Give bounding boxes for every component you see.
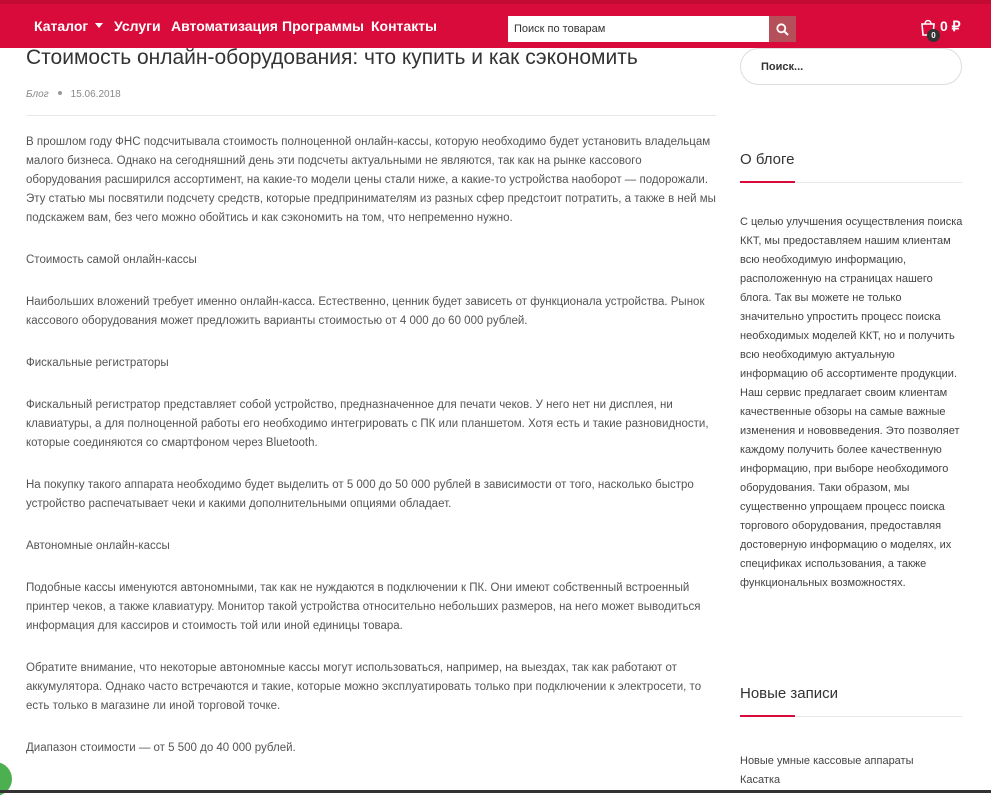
accent-bar	[740, 715, 795, 717]
post-paragraph: Наибольших вложений требует именно онлайн-касса. Естественно, ценник будет зависеть от функционала устройства. Рынок кассового оборудования может предложить варианты стоимостью от 4 000 до 60 000 рублей.	[26, 296, 705, 327]
nav-item-automation[interactable]	[171, 18, 278, 34]
post-paragraph: Обратите внимание, что некоторые автономные кассы могут использоваться, например, на выездах, так как работают от аккумулятора. Однако часто встречаются и такие, которые можно эксплуатировать только при подключении к электросети, то есть только в магазине ли иной торговой точке.	[26, 662, 702, 712]
post-paragraph: Подобные кассы именуются автономными, так как не нуждаются в подключении к ПК. Они имеют собственный встроенный принтер чеков, а также клавиатуру. Монитор такой устройства относительно небольших размеров, на него может выводиться информация для кассиров и стоимость той или иной единицы товара.	[26, 582, 701, 632]
post-subheading: Автономные онлайн-кассы	[26, 540, 170, 552]
product-search-input[interactable]	[508, 16, 769, 42]
post-paragraph: Диапазон стоимости — от 5 500 до 40 000 рублей.	[26, 742, 296, 754]
cart-total: 0 ₽	[940, 18, 961, 34]
cart-button[interactable]	[918, 18, 978, 42]
about-widget-divider	[740, 182, 962, 183]
nav-item-label: Каталог	[34, 18, 89, 34]
nav-item-label: Программы	[282, 18, 365, 34]
about-widget-title: О блоге	[740, 151, 795, 168]
post-date: 15.06.2018	[70, 89, 121, 100]
separator-dot	[58, 91, 62, 95]
top-navbar	[0, 0, 991, 48]
accent-bar	[740, 181, 795, 183]
nav-item-services[interactable]	[114, 18, 161, 34]
search-button[interactable]	[769, 16, 796, 42]
post-category-link[interactable]: Блог	[26, 89, 49, 100]
about-widget-text: С целью улучшения осуществления поиска ККТ, мы предоставляем нашим клиентам всю необходимую информацию, расположенную на страницах нашего блога. Так вы можете не только значительно упростить процесс поиска необходимых моделей ККТ, но и получить всю необходимую актуальную информацию об ассортименте продукции. Наш сервис предлагает своим клиентам качественные обзоры на самые важные изменения и нововведения. Это позволяет каждому получить более качественную информацию, при выборе необходимого оборудования. Таки образом, мы существенно упрощаем процесс поиска торгового оборудования, предоставляя достоверную информацию о моделях, их спецификах использования, а также функциональных возможностях.	[740, 216, 963, 589]
nav-item-label: Контакты	[371, 18, 438, 34]
nav-item-label: Услуги	[114, 18, 161, 34]
chevron-down-icon	[95, 23, 103, 28]
post-paragraph: Фискальный регистратор представляет собой устройство, предназначенное для печати чеков. У него нет ни дисплея, ни клавиатуры, а для полноценной работы его необходимо интегрировать с ПК или планшетом. Хотя есть и такие разновидности, которые соединяются со смартфоном через Bluetooth.	[26, 399, 709, 449]
product-search	[508, 16, 796, 42]
post-subheading: Фискальные регистраторы	[26, 357, 169, 369]
nav-item-contacts[interactable]	[371, 18, 437, 34]
search-icon	[776, 23, 789, 36]
nav-item-label: Автоматизация	[171, 18, 278, 34]
post-paragraph: На покупку такого аппарата необходимо будет выделить от 5 000 до 50 000 рублей в зависимости от того, насколько быстро устройство распечатывает чеки и какими дополнительными опциями обладает.	[26, 479, 694, 510]
post-paragraph: В прошлом году ФНС подсчитывала стоимость полноценной онлайн-кассы, которую необходимо будет установить владельцам малого бизнеса. Однако на сегодняшний день эти подсчеты актуальными не являются, так как на рынке кассового оборудования расширился ассортимент, на какие-то модели цены стали ниже, а какие-то устройства наоборот — подорожали. Эту статью мы посвятили подсчету средств, которые предпринимателям из разных сфер предстоит потратить, а также в ней мы подскажем вам, без чего можно обойтись и как сэкономить на том, что непременно нужно.	[26, 136, 716, 224]
nav-item-programs[interactable]	[282, 18, 364, 34]
title-divider	[26, 115, 716, 116]
recent-posts-title: Новые записи	[740, 685, 839, 702]
post-meta	[26, 89, 121, 100]
post-subheading: Стоимость самой онлайн-кассы	[26, 254, 197, 266]
sidebar-search-input[interactable]	[740, 48, 962, 85]
recent-posts-divider	[740, 716, 962, 717]
cart-count-badge: 0	[927, 29, 940, 42]
post-title: Стоимость онлайн-оборудования: что купить и как сэкономить	[26, 46, 638, 69]
post-content	[26, 133, 718, 781]
nav-item-catalog[interactable]	[34, 18, 103, 34]
recent-post-link[interactable]: Новые умные кассовые аппараты Касатка	[740, 755, 914, 786]
